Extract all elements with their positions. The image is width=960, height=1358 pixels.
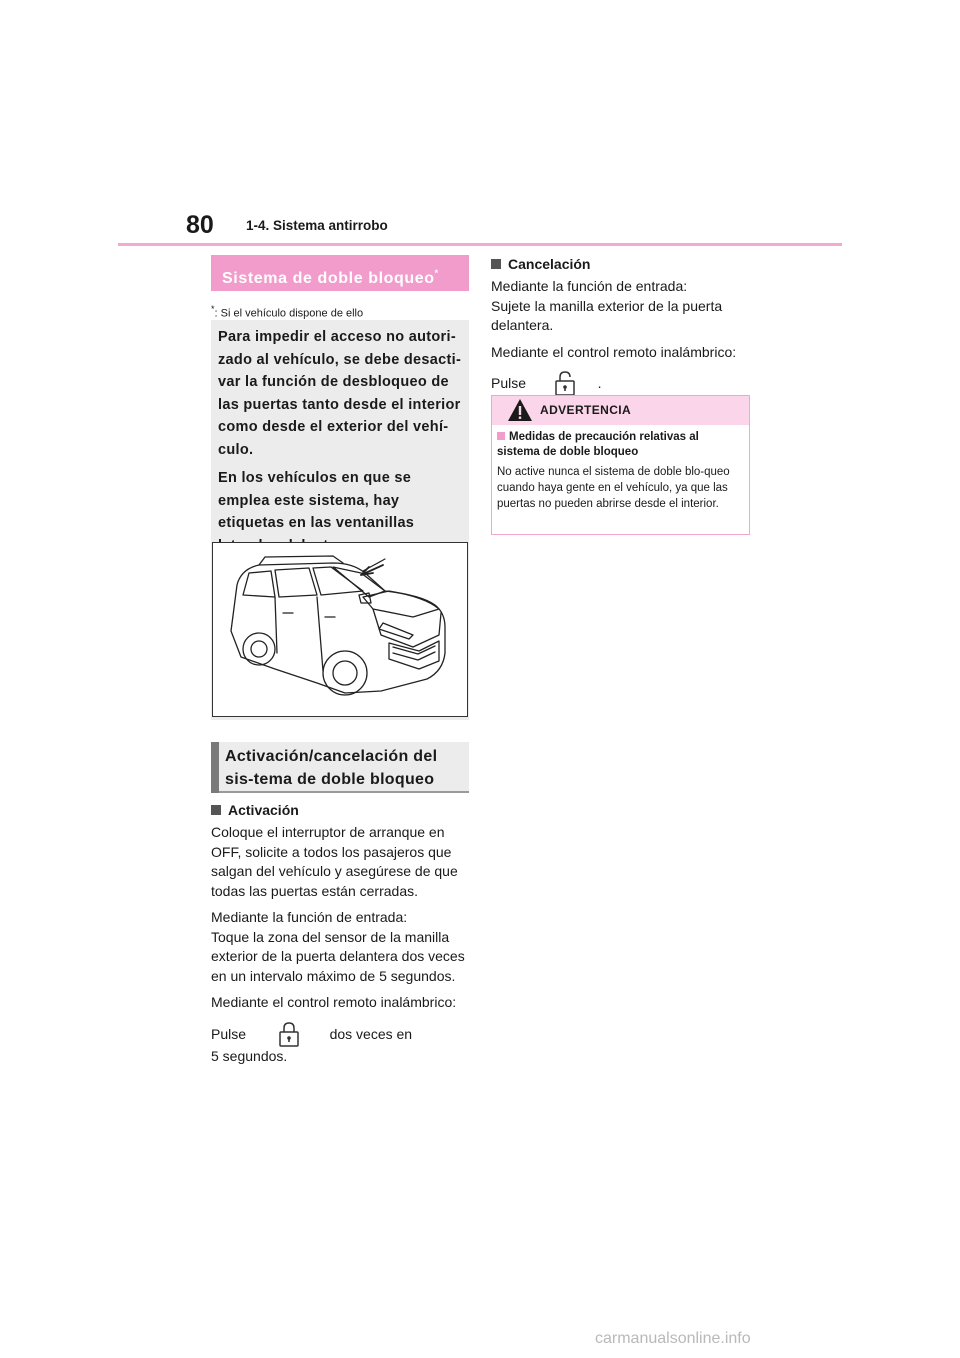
- press-prefix: Pulse: [211, 1025, 247, 1042]
- watermark: carmanualsonline.info: [595, 1330, 751, 1347]
- suv-line-drawing: [213, 543, 467, 716]
- activation-body: [211, 823, 467, 1073]
- entry-function-text: Toque la zona del sensor de la manilla exterior de la puerta delantera dos veces en un intervalo máximo de 5 segundos.: [211, 928, 465, 984]
- square-bullet-icon: [491, 259, 501, 269]
- cancellation-heading-text: Cancelación: [508, 256, 591, 272]
- activation-heading: [211, 802, 299, 818]
- activation-paragraph-1: Coloque el interruptor de arranque en OFF, solicite a todos los pasajeros que salgan del vehículo y asegúrese de que todas las puertas están cerradas.: [211, 824, 458, 899]
- warning-title: ADVERTENCIA: [540, 403, 632, 417]
- intro-text: [218, 326, 463, 563]
- intro-paragraph-2: En los vehículos en que se emplea este sistema, hay etiquetas en las ventanillas: [218, 470, 415, 531]
- car-illustration: [212, 542, 468, 717]
- square-bullet-icon: [211, 805, 221, 815]
- topic-title-text: Sistema de doble bloqueo: [222, 270, 435, 287]
- activation-paragraph-2: [211, 908, 467, 986]
- intro-paragraph-1: Para impedir el acceso no autori-zado al vehículo, se debe desacti-var la función de desbloqueo de las puertas tanto desde el interior como desde el exterior del vehí-culo.: [218, 329, 462, 458]
- footnote-marker: *: [211, 304, 215, 314]
- footnote: [211, 304, 363, 320]
- warning-subheading-text: Medidas de precaución relativas al sistema de doble bloqueo: [497, 431, 699, 458]
- activation-paragraph-3: Mediante el control remoto inalámbrico:: [211, 994, 457, 1010]
- section-title: 1-4. Sistema antirrobo: [246, 218, 388, 233]
- cancel-entry-text: Sujete la manilla exterior de la puerta delantera.: [491, 297, 723, 333]
- entry-function-label: Mediante la función de entrada:: [211, 909, 408, 925]
- cancellation-paragraph-1: [491, 277, 747, 336]
- warning-subheading: [497, 430, 742, 460]
- activation-heading-text: Activación: [228, 802, 299, 818]
- press-suffix: dos veces en: [329, 1025, 413, 1042]
- cancel-entry-label: Mediante la función de entrada:: [491, 278, 688, 294]
- cancellation-paragraph-2: Mediante el control remoto inalámbrico:: [491, 343, 737, 360]
- activation-press-line: [211, 1021, 467, 1067]
- cancel-press-prefix: Pulse: [491, 375, 527, 391]
- square-bullet-icon: [497, 432, 505, 440]
- press-line-2: 5 segundos.: [211, 1047, 288, 1064]
- section-heading: Activación/cancelación del sis-tema de doble bloqueo: [225, 748, 438, 788]
- cancel-press-suffix: .: [597, 375, 602, 391]
- cancellation-press-line: [491, 370, 747, 396]
- warning-body: No active nunca el sistema de doble blo-queo cuando haya gente en el vehículo, ya que las puertas no pueden abrirse desde el interior.: [497, 466, 730, 510]
- topic-title: [211, 255, 469, 291]
- header-divider: [118, 243, 842, 246]
- page-number: 80: [186, 211, 214, 239]
- cancellation-body: [491, 277, 747, 403]
- warning-triangle-icon: [507, 398, 533, 422]
- topic-title-marker: *: [434, 268, 439, 278]
- section-heading-bar: [211, 742, 219, 793]
- unlock-icon: [552, 370, 578, 396]
- lock-icon: [276, 1021, 302, 1047]
- cancellation-heading: [491, 256, 590, 272]
- footnote-text: : Si el vehículo dispone de ello: [214, 307, 364, 320]
